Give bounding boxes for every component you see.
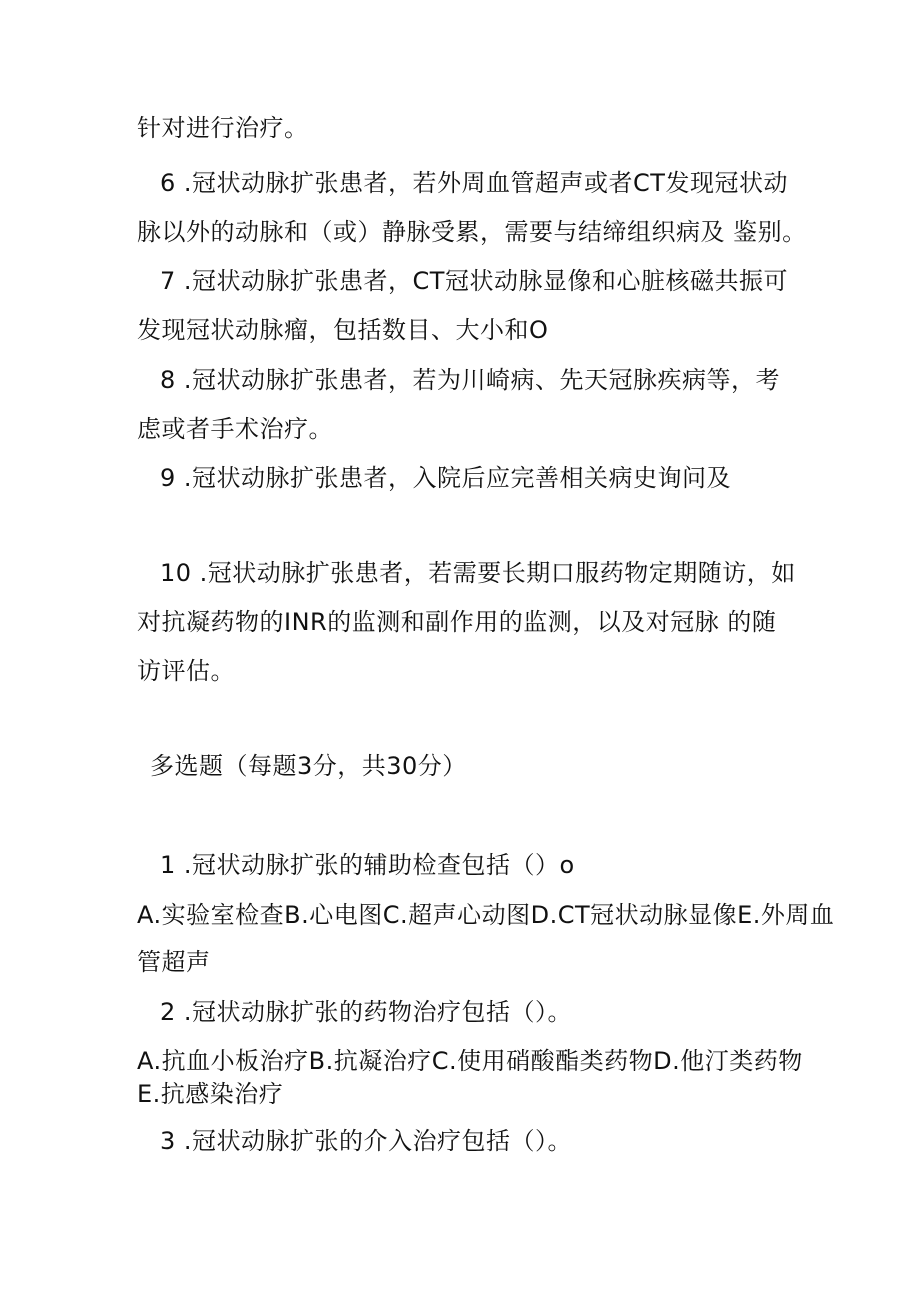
item-9-line-1: 9 .冠状动脉扩张患者，入院后应完善相关病史询问及 <box>160 464 732 492</box>
text-line-1: 针对进行治疗。 <box>137 114 309 142</box>
question-2-options-line-1: A.抗血小板治疗B.抗凝治疗C.使用硝酸酯类药物D.他汀类药物 <box>137 1047 803 1075</box>
question-1-options-line-1: A.实验室检查B.心电图C.超声心动图D.CT冠状动脉显像E.外周血 <box>137 901 835 929</box>
section-heading-multiple-choice: 多选题（每题3分，共30分） <box>150 752 467 780</box>
item-8-line-1: 8 .冠状动脉扩张患者，若为川崎病、先天冠脉疾病等，考 <box>160 366 781 394</box>
question-3: 3 .冠状动脉扩张的介入治疗包括（）。 <box>160 1127 573 1155</box>
question-2-options-line-2: E.抗感染治疗 <box>137 1080 284 1108</box>
item-6-line-2: 脉以外的动脉和（或）静脉受累，需要与结缔组织病及 鉴别。 <box>137 218 807 246</box>
item-6-line-1: 6 .冠状动脉扩张患者，若外周血管超声或者CT发现冠状动 <box>160 169 788 197</box>
item-8-line-2: 虑或者手术治疗。 <box>137 415 333 443</box>
item-10-line-2: 对抗凝药物的INR的监测和副作用的监测，以及对冠脉 的随 <box>137 608 777 636</box>
question-1-options-line-2: 管超声 <box>137 948 211 976</box>
item-10-line-1: 10 .冠状动脉扩张患者，若需要长期口服药物定期随访，如 <box>160 559 796 587</box>
question-2: 2 .冠状动脉扩张的药物治疗包括（）。 <box>160 998 573 1026</box>
item-10-line-3: 访评估。 <box>137 657 235 685</box>
item-7-line-1: 7 .冠状动脉扩张患者，CT冠状动脉显像和心脏核磁共振可 <box>160 267 788 295</box>
question-1: 1 .冠状动脉扩张的辅助检查包括（）o <box>160 851 575 879</box>
item-7-line-2: 发现冠状动脉瘤，包括数目、大小和O <box>137 316 549 344</box>
